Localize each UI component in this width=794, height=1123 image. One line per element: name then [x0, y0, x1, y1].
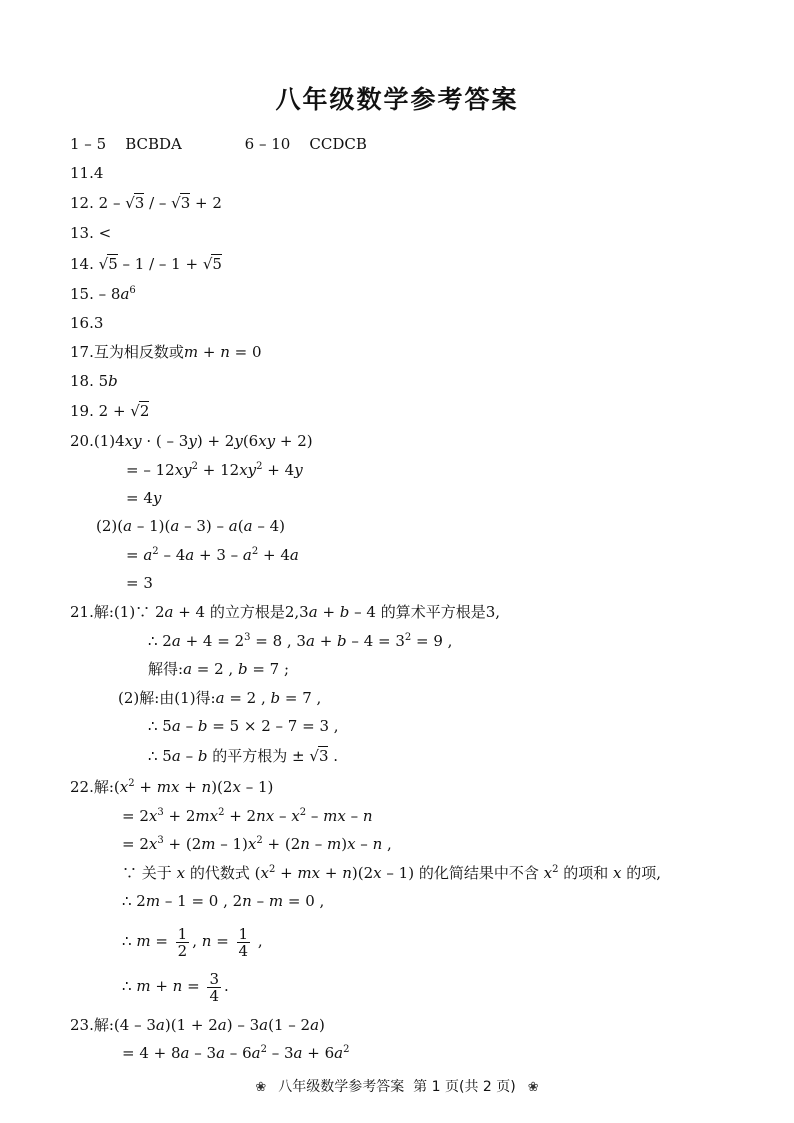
answer-14: 14. √5 – 1 / – 1 + √5: [70, 255, 222, 273]
answer-17: 17.互为相反数或m + n = 0: [70, 343, 262, 361]
answer-21-number: 21.: [70, 603, 94, 621]
answer-21-part-1: (1): [113, 603, 136, 621]
answer-23-line-1: 23.解:(4 – 3a)(1 + 2a) – 3a(1 – 2a): [70, 1016, 325, 1034]
mc-answers: [70, 134, 367, 154]
mc-answers-1: BCBDA: [125, 135, 182, 153]
answer-15-number: 15.: [70, 285, 94, 303]
answer-13: 13. <: [70, 224, 112, 242]
answer-21-line-5: ∴ 5a – b = 5 × 2 – 7 = 3 ,: [148, 717, 339, 735]
mc-range-1: 1 – 5: [70, 135, 107, 153]
answer-11: 11.4: [70, 164, 104, 182]
answer-22-number: 22.: [70, 778, 94, 796]
answer-21-line-1: 21.解:(1)∵ 2a + 4 的立方根是2,3a + b – 4 的算术平方根是3,: [70, 603, 501, 621]
answer-17-number: 17.: [70, 343, 94, 361]
fraction-one-half: $\frac{1}{2}$: [177, 924, 188, 960]
fraction-one-quarter: $\frac{1}{4}$: [238, 924, 249, 960]
answer-12-number: 12.: [70, 194, 94, 212]
answer-21-sqrt-text: 的平方根为: [212, 747, 288, 765]
answer-14-number: 14.: [70, 255, 94, 273]
answer-22-cond-a: 关于: [141, 864, 172, 882]
answer-23-number: 23.: [70, 1016, 94, 1034]
answer-20-line-5: = $a^2 - 4a + 3 - a^2 + 4a$: [126, 546, 299, 564]
answer-21-jie: 解:: [93, 603, 114, 621]
answer-21-line-4: (2)解:由(1)得:a = 2 , b = 7 ,: [118, 689, 322, 707]
footer-page-number: 第 1 页(共 2 页): [413, 1079, 516, 1095]
answer-19: 19. 2 + √2: [70, 402, 150, 420]
answer-21-cond-b: 的算术平方根是3,: [380, 603, 501, 621]
answer-23-jie: 解:: [93, 1016, 114, 1034]
answer-18: 18. 5b: [70, 372, 118, 390]
answer-22-line-6: ∴ m = $\frac{1}{2}$ , n = $\frac{1}{4}$ ,: [122, 924, 263, 960]
answer-22-cond-b: 的代数式: [189, 864, 250, 882]
answer-15: 15. – $8a^6$: [70, 285, 136, 303]
mc-range-2: 6 – 10: [244, 135, 291, 153]
answer-21-part-2-text: 解:由(1)得:: [139, 689, 216, 707]
page-footer: [0, 1076, 794, 1096]
flower-ornament-icon: ❀: [255, 1080, 267, 1095]
answer-22-line-5: ∴ 2m – 1 = 0 , 2n – m = 0 ,: [122, 892, 325, 910]
answer-22-line-1: 22.解$:(x^2$ + mx + n)(2x – 1): [70, 778, 274, 796]
answer-22-line-2: = $2x^3 + 2mx^2 + 2nx - x^2$ – mx – n: [122, 807, 373, 825]
answer-22-cond-c: 的化简结果中不含: [418, 864, 539, 882]
answer-20-part-1: (1): [93, 432, 116, 450]
answer-22-line-3: = $2x^3 + (2m - 1)x^2 + (2n - m)x - n$ ,: [122, 835, 392, 853]
answer-21-part-2: (2): [118, 689, 140, 707]
answer-12: 12. 2 – √3 / – √3 + 2: [70, 194, 222, 212]
page-title: 八年级数学参考答案: [275, 85, 519, 114]
answer-22-line-7: ∴ m + n = $\frac{3}{4}$ .: [122, 969, 229, 1005]
mc-answers-2: CCDCB: [309, 135, 367, 153]
answer-21-cond-a: 的立方根是2,: [209, 603, 300, 621]
answer-20-line-4: (2)(a – 1)(a – 3) – a(a – 4): [96, 517, 285, 535]
answer-22-cond-e: 的项,: [626, 864, 662, 882]
answer-22-jie: 解:: [93, 778, 114, 796]
answer-20-line-1: 20.(1)4xy · ( – 3y) + 2y(6xy + 2): [70, 432, 313, 450]
answer-20-line-6: = 3: [126, 574, 153, 592]
answer-21-line-3: 解得:a = 2 , b = 7 ;: [148, 660, 290, 678]
answer-20-part-2: (2): [96, 517, 118, 535]
answer-20-line-3: = 4y: [126, 489, 162, 507]
answer-22-line-4: ∵ 关于 x 的代数式 ($x^2$ + mx + n)(2x – 1) 的化简结果中不含 $x^2$ 的项和 x 的项,: [122, 864, 662, 882]
answer-16: 16.3: [70, 314, 104, 332]
answer-17-text: 互为相反数或: [93, 343, 184, 361]
answer-22-cond-d: 的项和: [563, 864, 609, 882]
answer-20-line-2: = – $12xy^2 + 12xy^2 + 4y$: [126, 461, 303, 479]
footer-title: 八年级数学参考答案: [278, 1079, 405, 1095]
answer-19-number: 19.: [70, 402, 94, 420]
answer-21-solve-label: 解得:: [148, 660, 184, 678]
fraction-three-quarters: $\frac{3}{4}$: [209, 969, 219, 1005]
answer-20-number: 20.: [70, 432, 94, 450]
answer-21-line-2: ∴ $2a + 4 = 2^3 = 8$ , $3a + b - 4 = 3^2 = 9$ ,: [148, 632, 453, 650]
answer-23-line-2: = $4 + 8a - 3a - 6a^2 - 3a + 6a^2$: [122, 1044, 350, 1062]
flower-ornament-icon: ❀: [527, 1080, 539, 1095]
answer-21-line-6: ∴ 5a – b 的平方根为 ± √3 .: [148, 747, 339, 765]
answer-18-number: 18.: [70, 372, 94, 390]
